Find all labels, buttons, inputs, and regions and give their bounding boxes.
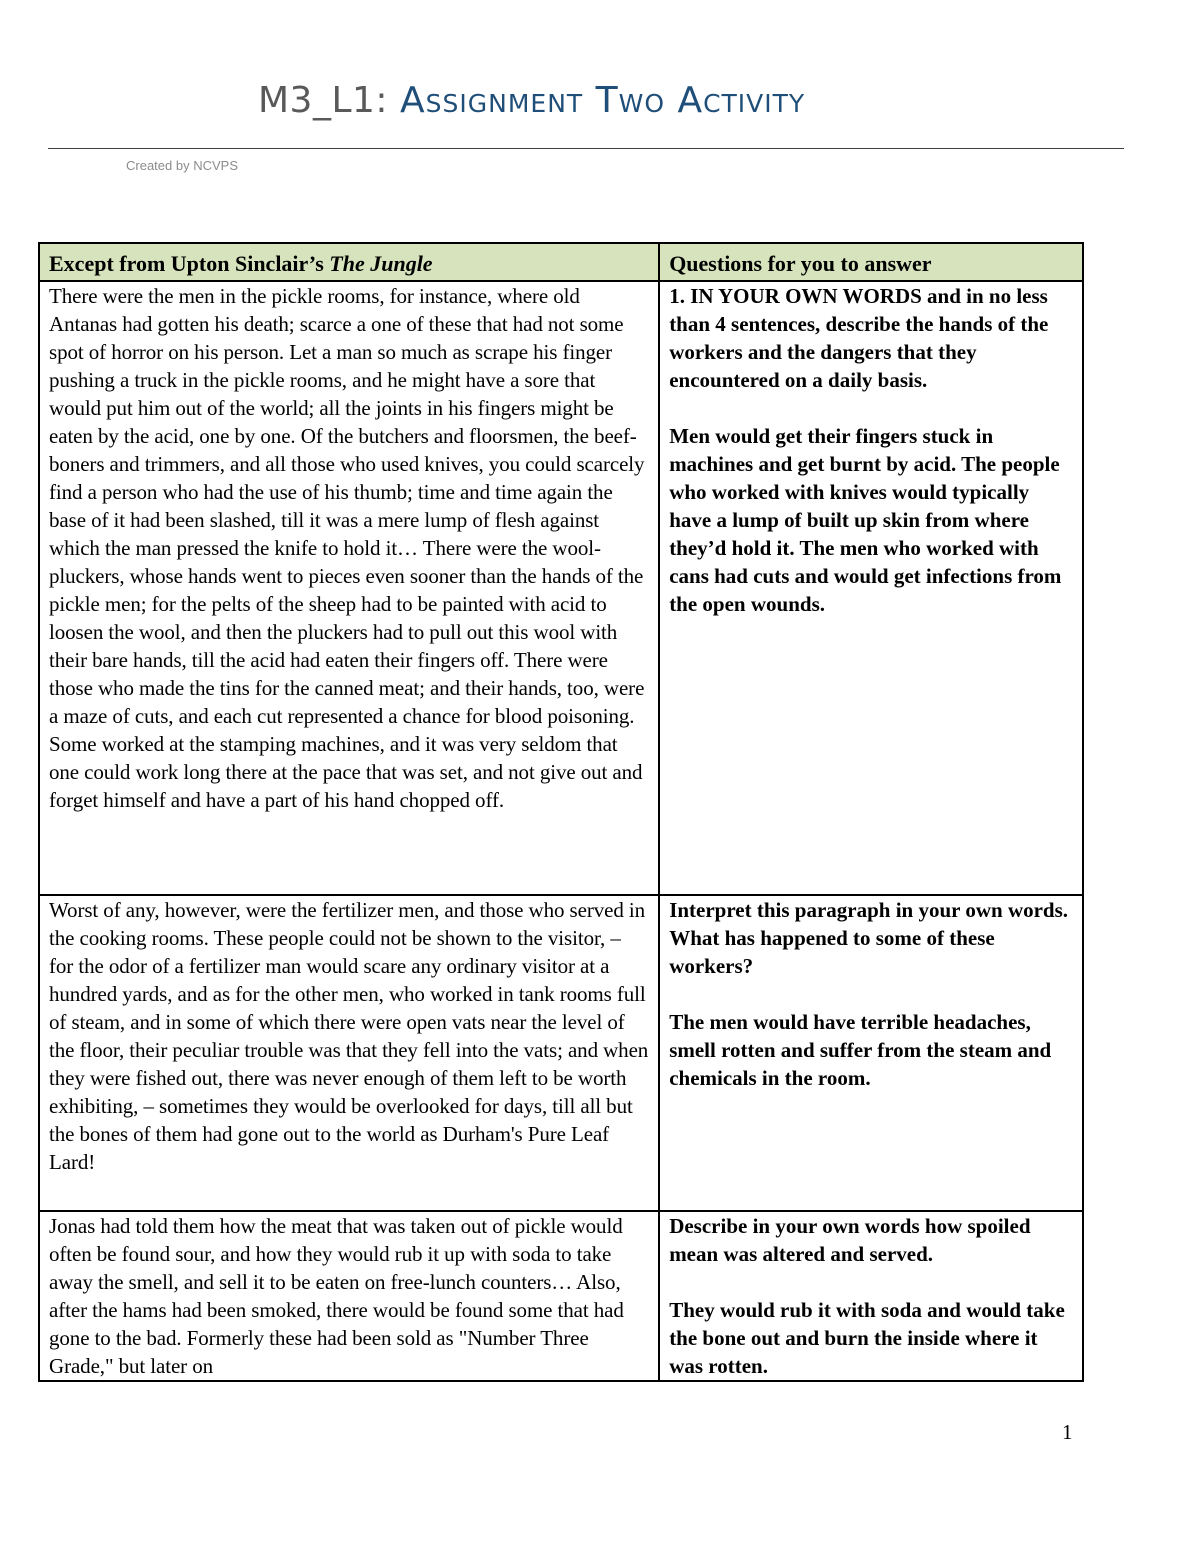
- question-cell: [659, 895, 1083, 1211]
- header-questions: Questions for you to answer: [659, 243, 1083, 281]
- question-cell: [659, 1211, 1083, 1381]
- table-row: [39, 281, 1083, 895]
- creator-note: Created by NCVPS: [126, 158, 238, 173]
- question-text: Describe in your own words how spoiled mean was altered and served.: [669, 1214, 1031, 1266]
- excerpt-cell: Worst of any, however, were the fertilizer men, and those who served in the cooking rooms. These people could not be shown to the visitor, – for the odor of a fertilizer man would scare any ordinary visitor at a hundred yards, and as for the other men, who worked in tank rooms full of steam, and in some of which there were open vats near the level of the floor, their peculiar trouble was that they fell into the vats; and when they were fished out, there was never enough of them left to be worth exhibiting, – sometimes they would be overlooked for days, till all but the bones of them had gone out to the world as Durham's Pure Leaf Lard!: [39, 895, 659, 1211]
- page-title: [258, 80, 805, 121]
- question-text: Interpret this paragraph in your own words. What has happened to some of these workers?: [669, 898, 1069, 978]
- header-excerpt: [39, 243, 659, 281]
- header-excerpt-prefix: Except from Upton Sinclair’s: [49, 251, 330, 276]
- title-code: M3_L1:: [258, 80, 389, 121]
- excerpt-cell: There were the men in the pickle rooms, for instance, where old Antanas had gotten his death; scarce a one of these that had not some spot of horror on his person. Let a man so much as scrape his finger pushing a truck in the pickle rooms, and he might have a sore that would put him out of the world; all the joints in his fingers might be eaten by the acid, one by one. Of the butchers and floorsmen, the beef-boners and trimmers, and all those who used knives, you could scarcely find a person who had the use of his thumb; time and time again the base of it had been slashed, till it was a mere lump of flesh against which the man pressed the knife to hold it… There were the wool-pluckers, whose hands went to pieces even sooner than the hands of the pickle men; for the pelts of the sheep had to be painted with acid to loosen the wool, and then the pluckers had to pull out this wool with their bare hands, till the acid had eaten their fingers off. There were those who made the tins for the canned meat; and their hands, too, were a maze of cuts, and each cut represented a chance for blood poisoning. Some worked at the stamping machines, and it was very seldom that one could work long there at the pace that was set, and not give out and forget himself and have a part of his hand chopped off.: [39, 281, 659, 895]
- header-book-title: The Jungle: [329, 251, 433, 276]
- table-row: [39, 1211, 1083, 1381]
- question-cell: [659, 281, 1083, 895]
- table-header-row: [39, 243, 1083, 281]
- question-text: 1. IN YOUR OWN WORDS and in no less than 4 sentences, describe the hands of the workers and the dangers that they encountered on a daily basis.: [669, 284, 1049, 392]
- title-rule: [48, 148, 1124, 149]
- answer-text: Men would get their fingers stuck in machines and get burnt by acid. The people who worked with knives would typically have a lump of built up skin from where they’d hold it. The men who worked with cans had cuts and would get infections from the open wounds.: [669, 424, 1062, 616]
- page-number: 1: [1062, 1420, 1073, 1444]
- worksheet-table: [38, 242, 1084, 1382]
- title-text: Assignment Two Activity: [400, 80, 806, 121]
- table-row: [39, 895, 1083, 1211]
- answer-text: The men would have terrible headaches, smell rotten and suffer from the steam and chemicals in the room.: [669, 1010, 1052, 1090]
- excerpt-cell: Jonas had told them how the meat that was taken out of pickle would often be found sour, and how they would rub it up with soda to take away the smell, and sell it to be eaten on free-lunch counters… Also, after the hams had been smoked, there would be found some that had gone to the bad. Formerly these had been sold as "Number Three Grade," but later on: [39, 1211, 659, 1381]
- answer-text: They would rub it with soda and would take the bone out and burn the inside where it was rotten.: [669, 1298, 1065, 1378]
